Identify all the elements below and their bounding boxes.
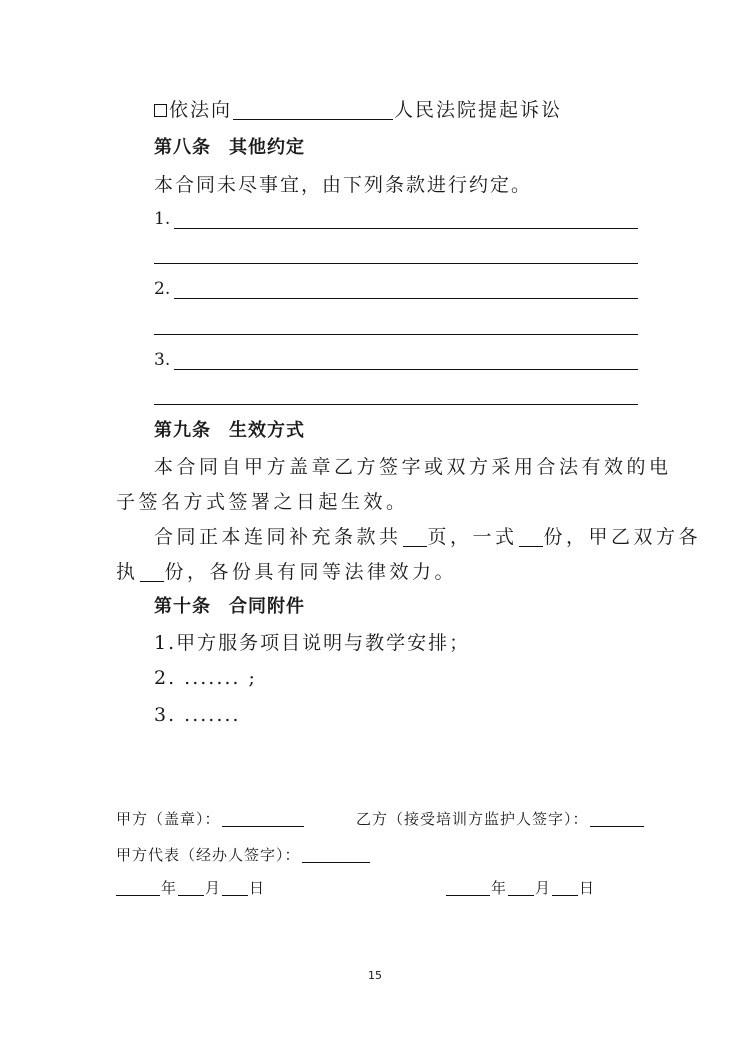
attachment-item-1: 1.甲方服务项目说明与教学安排；	[154, 632, 471, 654]
section9-number: 第九条	[154, 420, 211, 441]
section10-number: 第十条	[154, 596, 211, 617]
month-label: 月	[535, 879, 552, 897]
section8-title: 其他约定	[229, 137, 305, 158]
each-copies-blank[interactable]	[140, 563, 164, 582]
party-a-rep-blank[interactable]	[302, 848, 370, 863]
section9-para1-line2: 子签名方式签署之日起生效。	[116, 491, 409, 513]
day-label: 日	[579, 879, 596, 897]
section8-item-1-line-2[interactable]	[154, 263, 638, 264]
legal-effect-label: 份，各份具有同等法律效力。	[164, 561, 458, 583]
party-b-date	[446, 881, 595, 896]
hold-label: 执	[116, 561, 139, 583]
copies-label: 页，一式	[427, 526, 518, 548]
litigation-option	[154, 101, 562, 120]
each-party-label: 份，甲乙双方各	[543, 526, 702, 548]
party-a-date	[116, 881, 265, 896]
pages-blank[interactable]	[403, 528, 427, 547]
section9-para2-line2	[116, 563, 457, 582]
section8-heading	[154, 139, 305, 157]
month-label: 月	[205, 879, 222, 897]
section8-number: 第八条	[154, 137, 211, 158]
day-label: 日	[249, 879, 266, 897]
option-prefix: 依法向	[169, 99, 233, 121]
checkbox-icon[interactable]	[154, 104, 167, 117]
section9-para2-line1	[154, 528, 701, 547]
section8-item-2-number: 2.	[154, 279, 171, 299]
party-a-label: 甲方（盖章）：	[116, 810, 221, 828]
section10-heading	[154, 598, 305, 616]
section8-item-1-number: 1.	[154, 209, 171, 229]
pages-label: 合同正本连同补充条款共	[154, 526, 402, 548]
party-b-label: 乙方（接受培训方监护人签字）：	[356, 810, 589, 828]
party-a-day-blank[interactable]	[222, 881, 248, 896]
section9-heading	[154, 422, 305, 440]
party-b-signature	[356, 812, 645, 827]
party-b-signature-blank[interactable]	[590, 812, 644, 827]
party-a-seal-blank[interactable]	[222, 812, 304, 827]
attachment-item-3: 3. .......	[154, 704, 241, 726]
party-a-rep-signature	[116, 848, 371, 863]
option-suffix: 人民法院提起诉讼	[394, 99, 563, 121]
section9-para1-line1: 本合同自甲方盖章乙方签字或双方采用合法有效的电	[154, 456, 672, 478]
year-label: 年	[491, 879, 508, 897]
party-b-month-blank[interactable]	[508, 881, 534, 896]
copies-blank[interactable]	[519, 528, 543, 547]
page-number: 15	[368, 969, 382, 982]
section8-item-2-line-2[interactable]	[154, 334, 638, 335]
party-b-year-blank[interactable]	[446, 881, 490, 896]
party-b-day-blank[interactable]	[552, 881, 578, 896]
party-a-year-blank[interactable]	[116, 881, 160, 896]
section8-item-3-line[interactable]	[174, 369, 638, 370]
section10-title: 合同附件	[229, 596, 305, 617]
party-a-signature	[116, 812, 305, 827]
section9-title: 生效方式	[229, 420, 305, 441]
section8-item-2-line[interactable]	[174, 298, 638, 299]
attachment-item-2: 2. ....... ;	[154, 667, 257, 689]
party-a-rep-label: 甲方代表（经办人签字）：	[116, 846, 301, 864]
party-a-month-blank[interactable]	[178, 881, 204, 896]
section8-item-3-line-2[interactable]	[154, 404, 638, 405]
year-label: 年	[161, 879, 178, 897]
section8-item-1-line[interactable]	[174, 228, 638, 229]
court-name-blank[interactable]	[233, 101, 393, 120]
section8-item-3-number: 3.	[154, 350, 171, 370]
section8-intro: 本合同未尽事宜，由下列条款进行约定。	[154, 174, 533, 196]
